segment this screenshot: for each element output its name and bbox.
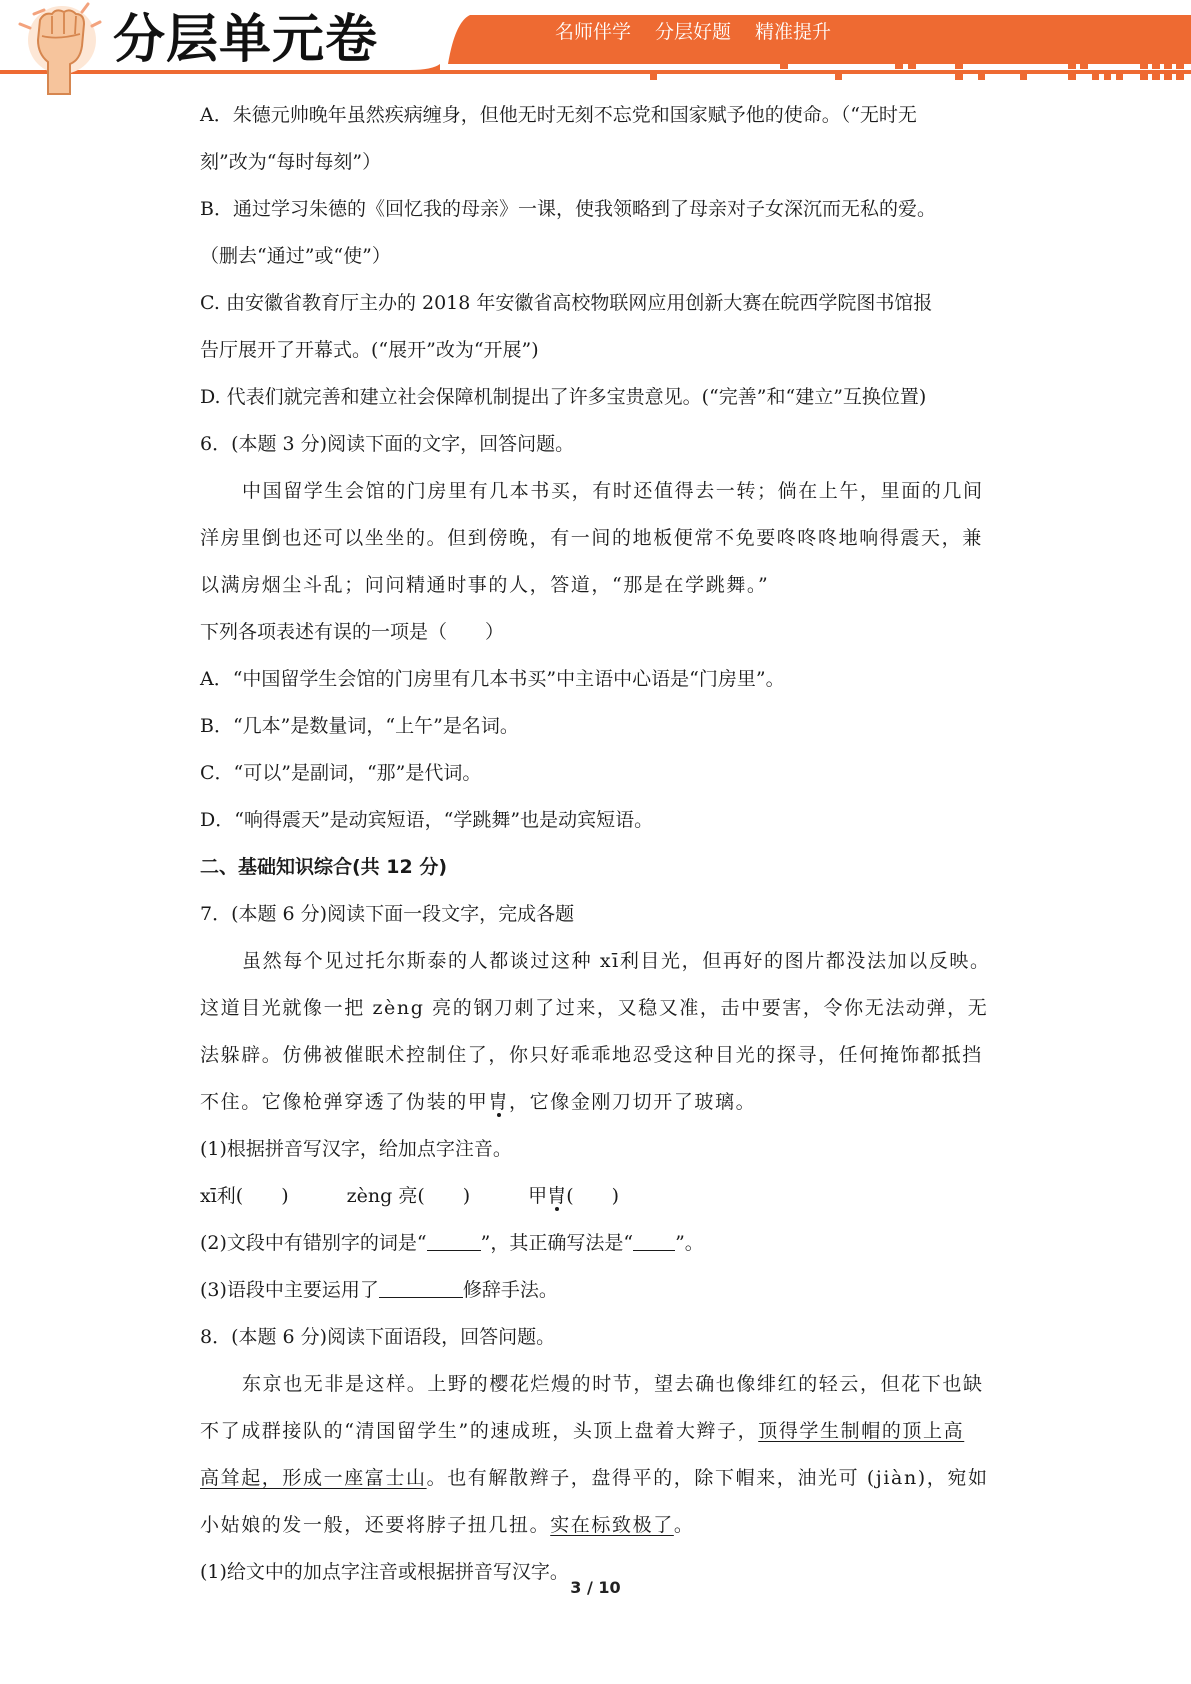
q8-passage-text: 。也有解散辫子，盘得平的，除下帽来，油光可 (jiàn)，宛如 — [426, 1467, 989, 1489]
q6-passage-line-2: 洋房里倒也还可以坐坐的。但到傍晚，有一间的地板便常不免要咚咚咚地响得震天，兼 — [200, 527, 983, 549]
q7-stem: 7．(本题 6 分)阅读下面一段文字，完成各题 — [200, 903, 575, 925]
q5-option-b-line-1: B．通过学习朱德的《回忆我的母亲》一课，使我领略到了母亲对子女深沉而无私的爱。 — [200, 198, 936, 220]
dotted-character: 胄 — [488, 1091, 510, 1113]
underlined-phrase: 高耸起，形成一座富士山 — [200, 1467, 427, 1489]
q8-passage-text: 不了成群接队的“清国留学生”的速成班，头顶上盘着大辫子， — [200, 1420, 759, 1442]
question-6 — [200, 421, 1000, 844]
q7-passage-line-4 — [200, 1079, 1000, 1126]
dotted-character: 胄 — [547, 1185, 567, 1207]
q7-s2-text-b: ”，其正确写法是“ — [480, 1232, 634, 1254]
q5-option-d: D. 代表们就完善和建立社会保障机制提出了许多宝贵意见。(“完善”和“建立”互换位置) — [200, 386, 927, 408]
q7-passage-line-1: 虽然每个见过托尔斯泰的人都谈过这种 xī利目光，但再好的图片都没法加以反映。 — [242, 950, 991, 972]
slogan-3: 精准提升 — [755, 21, 832, 43]
question-7 — [200, 891, 1000, 1314]
page-header — [0, 0, 1191, 100]
q7-fill-zengliang[interactable]: zèng 亮( ) — [346, 1185, 471, 1207]
q7-subquestion-1: (1)根据拼音写汉字，给加点字注音。 — [200, 1138, 512, 1160]
q8-passage-text: 小姑娘的发一般，还要将脖子扭几扭。 — [200, 1514, 551, 1536]
q7-subquestion-3 — [200, 1267, 1000, 1314]
q6-option-b: B．“几本”是数量词，“上午”是名词。 — [200, 715, 519, 737]
q7-passage-text-end: ，它像金刚刀切开了玻璃。 — [509, 1091, 757, 1113]
q5-option-b-line-2: （删去“通过”或“使”） — [200, 245, 391, 267]
q8-subquestion-1: (1)给文中的加点字注音或根据拼音写汉字。 — [200, 1561, 569, 1583]
slogan-1: 名师伴学 — [555, 21, 632, 43]
section-2-heading: 二、基础知识综合(共 12 分) — [200, 856, 448, 878]
slogan-2: 分层好题 — [655, 21, 732, 43]
q8-passage-text-end: 。 — [673, 1514, 695, 1536]
underlined-phrase: 实在标致极了 — [550, 1514, 674, 1536]
q6-question: 下列各项表述有误的一项是（ ） — [200, 621, 505, 643]
q6-passage-line-1: 中国留学生会馆的门房里有几本书买，有时还值得去一转；倘在上午，里面的几间 — [242, 480, 984, 502]
q7-fill-jiazhou-blank: ( ) — [566, 1185, 620, 1207]
q8-stem: 8．(本题 6 分)阅读下面语段，回答问题。 — [200, 1326, 556, 1348]
document-body — [200, 92, 1000, 1596]
brand-title: 分层单元卷 — [113, 10, 379, 70]
q8-passage-line-4 — [200, 1502, 1000, 1549]
q6-option-c: C．“可以”是副词，“那”是代词。 — [200, 762, 482, 784]
q7-subquestion-2 — [200, 1220, 1000, 1267]
q8-passage-line-1: 东京也无非是这样。上野的樱花烂熳的时节，望去确也像绯红的轻云，但花下也缺 — [242, 1373, 984, 1395]
q8-passage-line-2 — [200, 1408, 1000, 1455]
q7-fill-row — [200, 1173, 1000, 1220]
q7-passage-line-3: 法躲辟。仿佛被催眠术控制住了，你只好乖乖地忍受这种目光的探寻，任何掩饰都抵挡 — [200, 1044, 983, 1066]
q7-passage-text: 不住。它像枪弹穿透了伪装的甲 — [200, 1091, 489, 1113]
answer-blank[interactable] — [633, 1230, 675, 1251]
q6-passage-line-3: 以满房烟尘斗乱；问问精通时事的人，答道，“那是在学跳舞。” — [200, 574, 770, 596]
q5-option-c-line-1: C. 由安徽省教育厅主办的 2018 年安徽省高校物联网应用创新大赛在皖西学院图书馆报 — [200, 292, 933, 314]
q8-passage-line-3 — [200, 1455, 1000, 1502]
q7-fill-jiazhou-char: 甲 — [528, 1185, 548, 1207]
q7-s3-text-a: (3)语段中主要运用了 — [200, 1279, 379, 1301]
q5-option-c-line-2: 告厅展开了开幕式。(“展开”改为“开展”) — [200, 339, 539, 361]
q5-option-a-line-2: 刻”改为“每时每刻”） — [200, 151, 382, 173]
answer-blank[interactable] — [379, 1277, 463, 1298]
q7-s2-text-a: (2)文段中有错别字的词是“ — [200, 1232, 427, 1254]
q7-fill-xili[interactable]: xī利( ) — [200, 1185, 289, 1207]
q7-passage-line-2: 这道目光就像一把 zèng 亮的钢刀刺了过来，又稳又准，击中要害，令你无法动弹，无 — [200, 997, 989, 1019]
page-number: 3 / 10 — [570, 1578, 621, 1597]
raised-fist-icon — [20, 4, 100, 94]
underlined-phrase: 顶得学生制帽的顶上高 — [758, 1420, 965, 1442]
q6-stem: 6．(本题 3 分)阅读下面的文字，回答问题。 — [200, 433, 575, 455]
question-8 — [200, 1314, 1000, 1596]
q6-option-d: D．“响得震天”是动宾短语，“学跳舞”也是动宾短语。 — [200, 809, 654, 831]
answer-blank[interactable] — [427, 1230, 481, 1251]
q6-option-a: A．“中国留学生会馆的门房里有几本书买”中主语中心语是“门房里”。 — [200, 668, 785, 690]
q7-s3-text-b: 修辞手法。 — [462, 1279, 558, 1301]
q7-s2-text-c: ”。 — [675, 1232, 704, 1254]
question-5-options — [200, 92, 1000, 421]
q5-option-a-line-1: A．朱德元帅晚年虽然疾病缠身，但他无时无刻不忘党和国家赋予他的使命。（“无时无 — [200, 104, 917, 126]
q7-fill-jiazhou[interactable] — [528, 1185, 619, 1207]
